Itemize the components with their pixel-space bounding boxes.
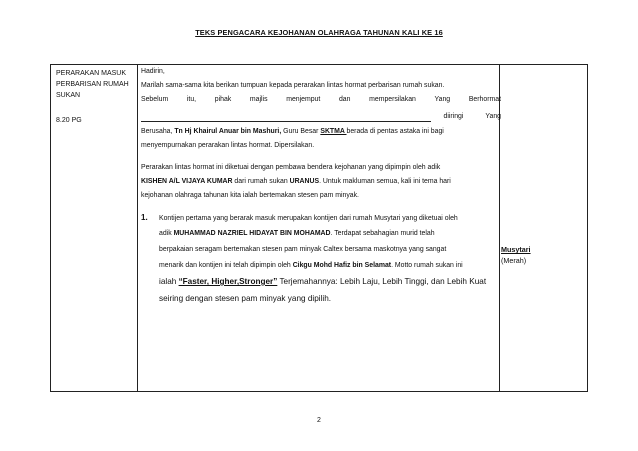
list-item-line: adik MUHAMMAD NAZRIEL HIDAYAT BIN MOHAMAD. Terdapat sebahagian murid telah: [159, 230, 435, 237]
list-item-line: 1. Kontijen pertama yang berarak masuk merupakan kontijen dari rumah Musytari yang diketuai oleh: [141, 213, 458, 222]
paragraph-line-justified: Sebelum itu, pihak majlis menjemput dan mempersilakan Yang Berhormat: [141, 96, 501, 103]
segment-column: [56, 68, 136, 126]
principal-name: Tn Hj Khairul Anuar bin Mashuri,: [174, 128, 282, 135]
house-motto: “Faster, Higher,Stronger”: [178, 277, 278, 286]
list-item-line: berpakaian seragam bertemakan stesen pam minyak Caltex bersama maskotnya yang sangat: [159, 246, 447, 253]
paragraph-line: Marilah sama-sama kita berikan tumpuan kepada perarakan lintas hormat perbarisan rumah sukan.: [141, 82, 445, 89]
script-table: [50, 64, 588, 392]
house-color: (Merah): [501, 256, 527, 265]
list-number: 1.: [141, 213, 148, 222]
list-item-line: ialah “Faster, Higher,Stronger” Terjemahannya: Lebih Laju, Lebih Tinggi, dan Lebih Kuat: [159, 277, 487, 286]
house-column: [501, 244, 587, 266]
script-text-column: [141, 67, 501, 304]
house-label: Musytari: [501, 245, 531, 254]
document-title: TEKS PENGACARA KEJOHANAN OLAHRAGA TAHUNAN KALI KE 16: [195, 28, 443, 37]
fill-in-blank-row: diiringi Yang: [141, 108, 501, 122]
list-item-line: seiring dengan stesen pam minyak yang dipilih.: [159, 294, 332, 303]
segment-name-line: PERBARISAN RUMAH: [56, 81, 129, 88]
page-number: 2: [317, 417, 321, 424]
leader-name: MUHAMMAD NAZRIEL HIDAYAT BIN MOHAMAD: [173, 230, 331, 237]
school-code: SKTMA: [320, 128, 347, 135]
column-divider: [137, 65, 138, 391]
segment-name-line: SUKAN: [56, 92, 81, 99]
paragraph-line: Berusaha, Tn Hj Khairul Anuar bin Mashuri, Guru Besar SKTMA berada di pentas astaka ini bagi: [141, 128, 444, 135]
segment-time: 8.20 PG: [56, 117, 82, 124]
paragraph-line: menyempurnakan perarakan lintas hormat. Dipersilakan.: [141, 142, 315, 149]
greeting: Hadirin,: [141, 68, 165, 75]
paragraph-line: KISHEN A/L VIJAYA KUMAR dari rumah sukan URANUS. Untuk makluman semua, kali ini tema hari: [141, 178, 451, 185]
list-item-line: menarik dan kontijen ini telah dipimpin oleh Cikgu Mohd Hafiz bin Selamat. Motto rumah sukan ini: [159, 262, 463, 269]
teacher-name: Cikgu Mohd Hafiz bin Selamat: [292, 262, 392, 269]
segment-name-line: PERARAKAN MASUK: [56, 70, 127, 77]
paragraph-line: kejohanan olahraga tahunan kita ialah bertemakan stesen pam minyak.: [141, 192, 359, 199]
flag-bearer-name: KISHEN A/L VIJAYA KUMAR: [141, 178, 233, 185]
house-name: URANUS: [289, 178, 320, 185]
paragraph-line: Perarakan lintas hormat ini diketuai dengan pembawa bendera kejohanan yang dipimpin oleh adik: [141, 164, 441, 171]
fill-in-blank-line: [141, 113, 431, 122]
